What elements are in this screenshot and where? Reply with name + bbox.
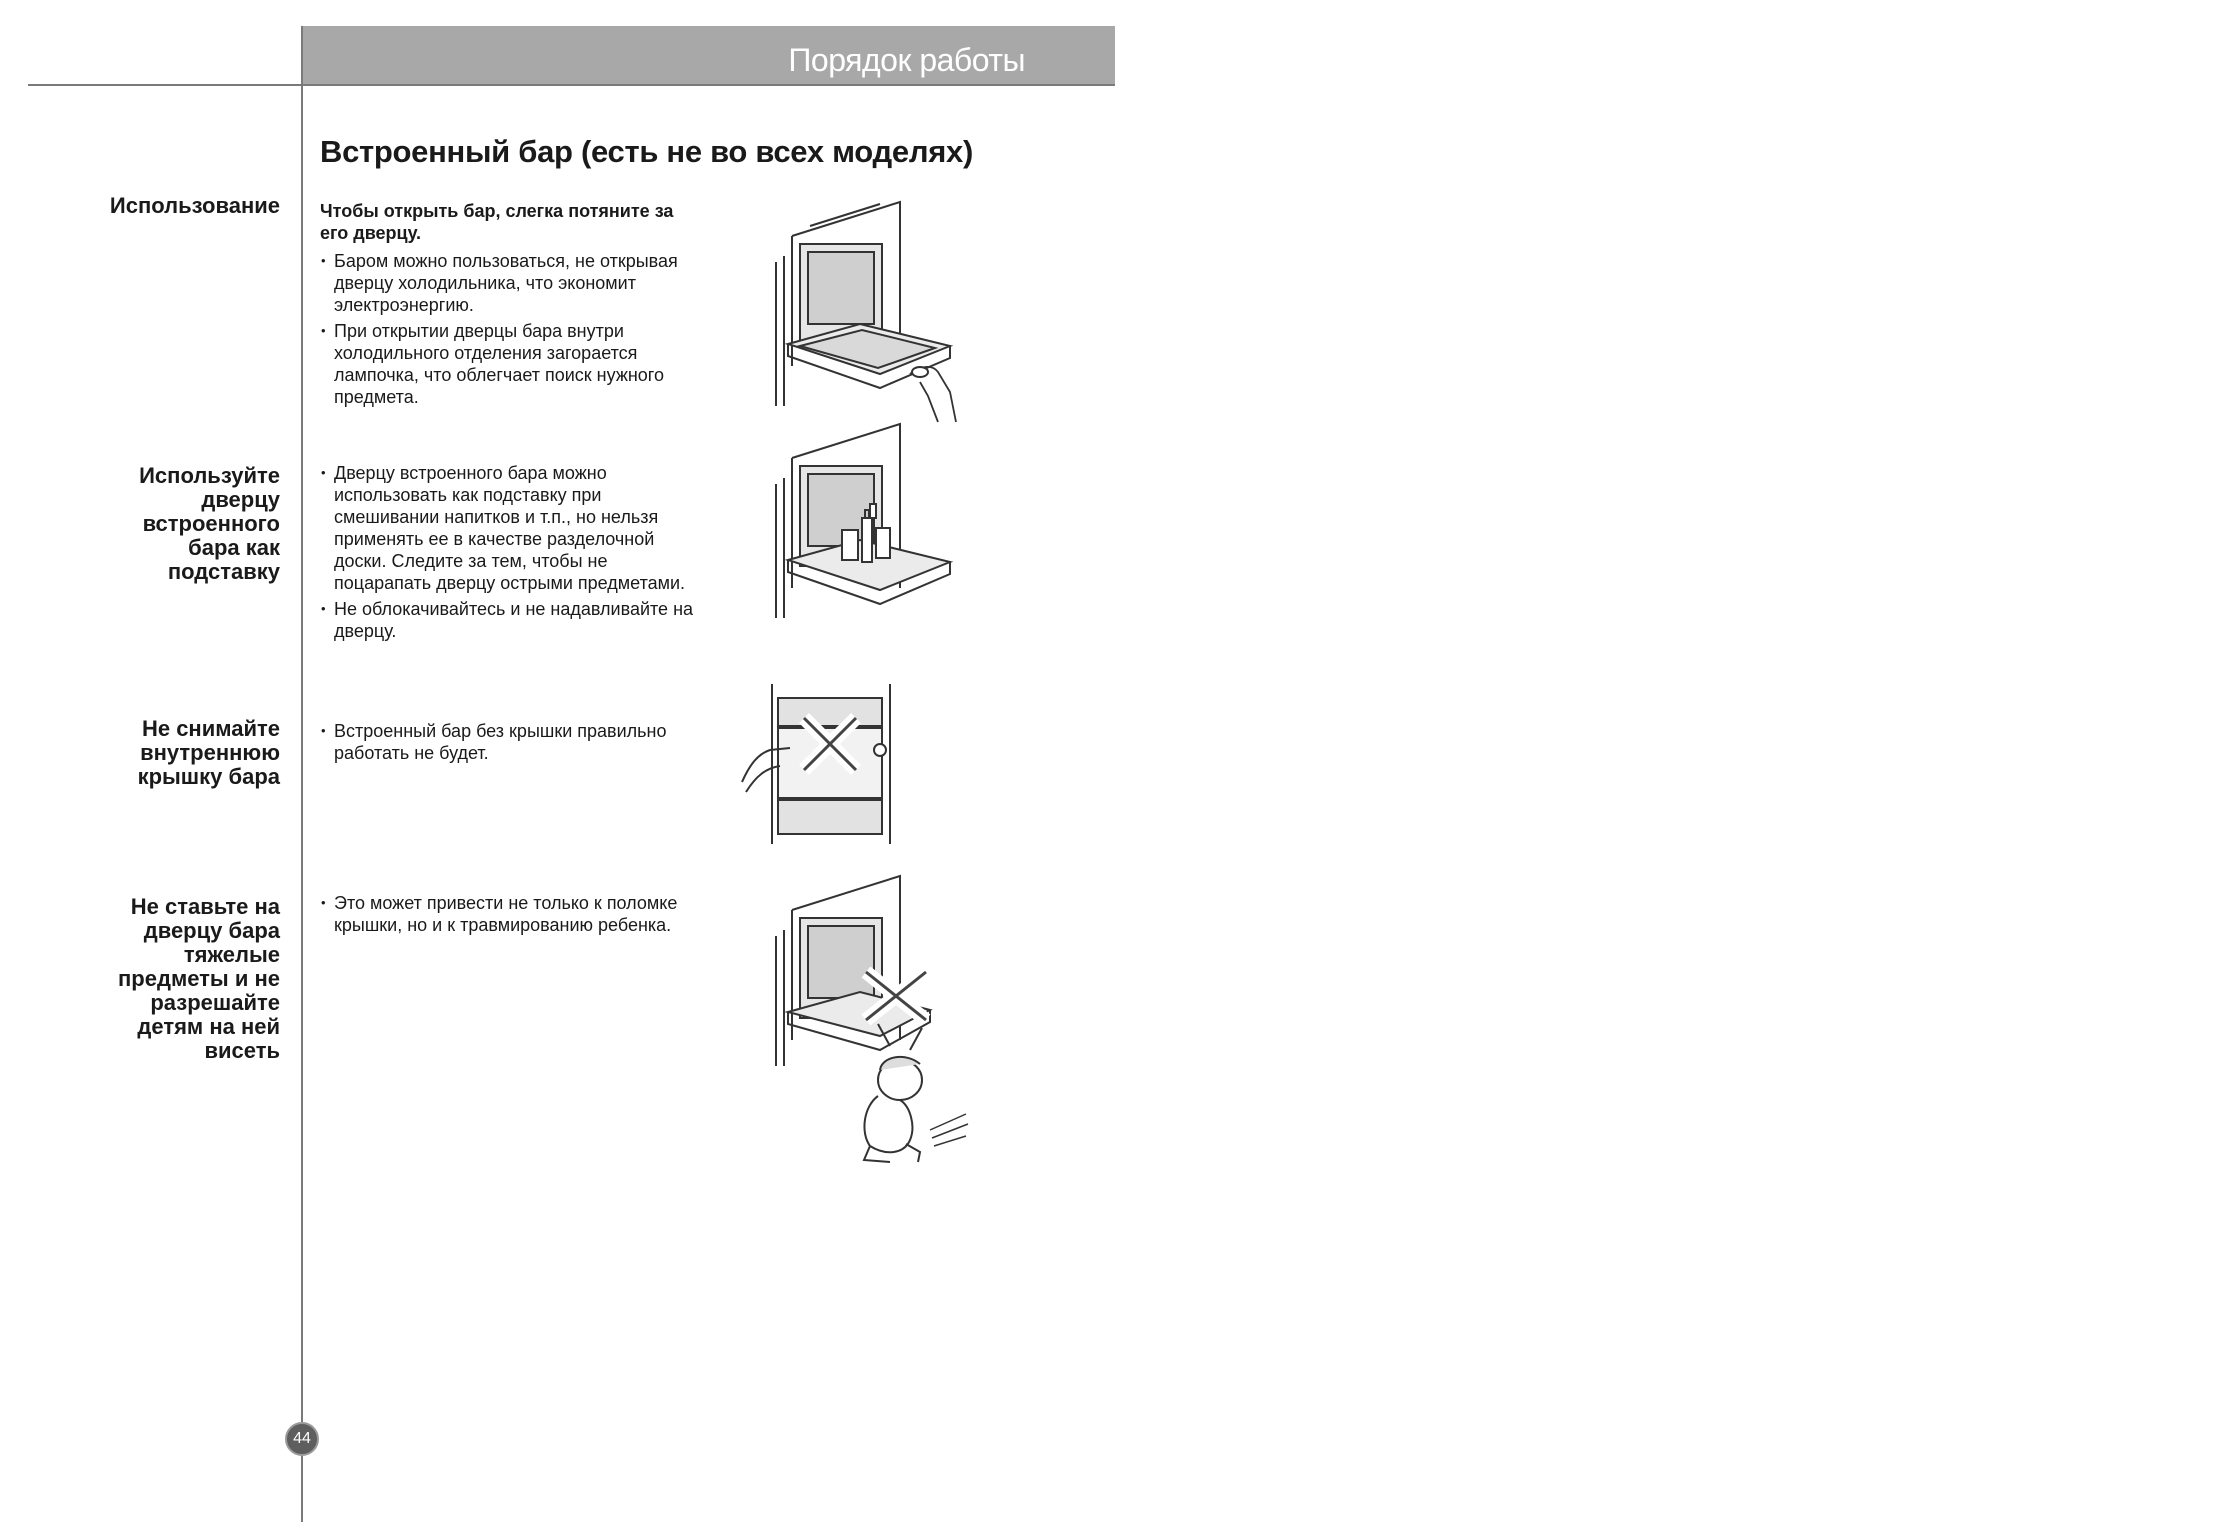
label-line: висеть xyxy=(204,1038,280,1063)
bullet-item: • Дверцу встроенного бара можно использовать как подставку при смешивании напитков и т.п., но нельзя применять ее в качестве разделочной доски. Следите за тем, чтобы не поцарапать дверцу острыми предметами. xyxy=(320,462,700,594)
bullet-item: • Встроенный бар без крышки правильно работать не будет. xyxy=(320,720,700,764)
bullet-item: • Это может привести не только к поломке крышки, но и к травмированию ребенка. xyxy=(320,892,700,936)
label-line: Использование xyxy=(109,193,280,218)
bar-open-illustration xyxy=(770,196,970,426)
label-line: бара как xyxy=(188,535,280,560)
bullet-item: • Баром можно пользоваться, не открывая дверцу холодильника, что экономит электроэнергию. xyxy=(320,250,700,316)
header-rule xyxy=(28,84,1115,86)
section-text-cover xyxy=(320,720,700,768)
section-text-usage xyxy=(320,200,700,412)
label-line: детям на ней xyxy=(137,1014,280,1039)
label-line: встроенного xyxy=(142,511,280,536)
section-header-bar xyxy=(301,26,1115,84)
label-line: дверцу бара xyxy=(143,918,280,943)
section-header-title: Порядок работы xyxy=(788,42,1025,78)
page-number-badge: 44 xyxy=(285,1422,319,1456)
bullet-item: • При открытии дверцы бара внутри холодильного отделения загорается лампочка, что облегчает поиск нужного предмета. xyxy=(320,320,700,408)
margin-rule xyxy=(301,26,303,1522)
lead-text: Чтобы открыть бар, слегка потяните за его дверцу. xyxy=(320,201,674,243)
page-title: Встроенный бар (есть не во всех моделях) xyxy=(320,134,974,169)
label-line: Используйте xyxy=(139,463,280,488)
section-label-usage xyxy=(110,194,280,218)
label-line: тяжелые xyxy=(183,942,280,967)
label-line: подставку xyxy=(167,559,280,584)
remove-cover-illustration xyxy=(740,684,900,844)
label-line: внутреннюю xyxy=(140,740,280,765)
section-label-heavy xyxy=(118,895,280,1063)
section-text-stand xyxy=(320,462,700,646)
label-line: Не снимайте xyxy=(141,716,280,741)
bar-stand-illustration xyxy=(770,418,970,628)
label-line: предметы и не xyxy=(118,966,280,991)
section-text-heavy xyxy=(320,892,700,940)
child-hanging-illustration xyxy=(770,870,1010,1170)
label-line: крышку бара xyxy=(137,764,280,789)
section-label-cover xyxy=(138,717,280,789)
label-line: дверцу xyxy=(201,487,280,512)
label-line: Не ставьте на xyxy=(130,894,280,919)
bullet-item: • Не облокачивайтесь и не надавливайте на дверцу. xyxy=(320,598,700,642)
label-line: разрешайте xyxy=(150,990,280,1015)
section-label-stand xyxy=(139,464,280,584)
